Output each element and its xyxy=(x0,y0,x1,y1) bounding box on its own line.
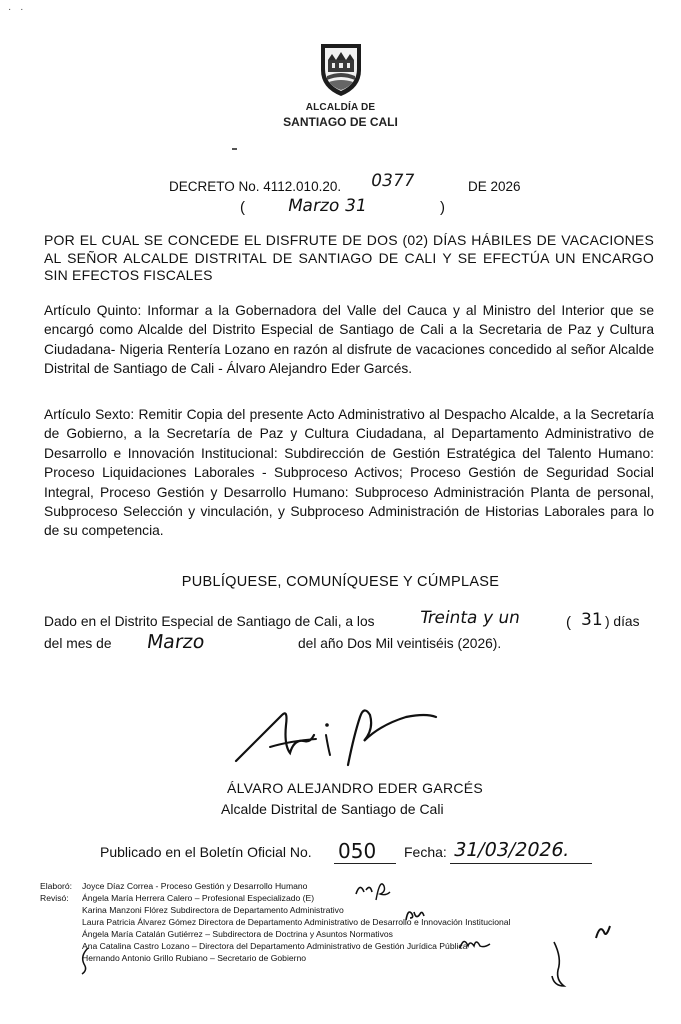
review-reviso-label: Revisó: xyxy=(40,893,69,903)
reviewer-initial-mark xyxy=(458,934,492,952)
scan-mark xyxy=(232,148,237,150)
review-elaboro-label: Elaboró: xyxy=(40,881,73,891)
publication-label: Publicado en el Boletín Oficial No. xyxy=(100,844,312,860)
given-day-number-handwritten: 31 xyxy=(581,610,603,630)
mayor-signature xyxy=(230,695,440,775)
review-name: Karina Manzoni Flórez Subdirectora de Departamento Administrativo xyxy=(82,905,344,915)
publication-date-label: Fecha: xyxy=(404,844,447,860)
review-elaboro-name: Joyce Díaz Correa - Proceso Gestión y Desarrollo Humano xyxy=(82,881,308,891)
given-month-handwritten: Marzo xyxy=(145,631,206,653)
reviewer-initial-mark xyxy=(548,940,568,990)
publication-date-handwritten: 31/03/2026. xyxy=(451,839,572,861)
decree-year: DE 2026 xyxy=(468,179,521,194)
signatory-name: ÁLVARO ALEJANDRO EDER GARCÉS xyxy=(227,780,484,796)
review-name: Ángela María Catalán Gutiérrez – Subdirectora de Doctrina y Asuntos Normativos xyxy=(82,929,393,939)
reviewer-initial-mark xyxy=(592,922,614,942)
decree-date-handwritten: Marzo 31 xyxy=(286,196,369,216)
review-row xyxy=(82,941,468,953)
decree-label: DECRETO No. 4112.010.20. xyxy=(169,179,342,194)
article-sixth xyxy=(44,405,654,541)
review-row xyxy=(82,917,510,929)
given-days-suffix: ) días xyxy=(605,614,640,629)
review-name: Laura Patricia Álvarez Gómez Directora de Departamento Administrativo de Desarrollo e Innovación Institucional xyxy=(82,917,511,927)
decree-title: POR EL CUAL SE CONCEDE EL DISFRUTE DE DOS (02) DÍAS HÁBILES DE VACACIONES AL SEÑOR ALCALDE DISTRITAL DE SANTIAGO DE CALI Y SE EFECTÚA UN ENCARGO SIN EFECTOS FISCALES xyxy=(44,232,654,283)
publication-date-underline xyxy=(450,863,592,864)
decree-number-handwritten: 0377 xyxy=(369,171,417,191)
publication-number-underline xyxy=(334,863,396,864)
given-text: Dado en el Distrito Especial de Santiago de Cali, a los xyxy=(44,614,375,629)
given-paren-open: ( xyxy=(566,614,571,631)
review-row xyxy=(82,905,344,917)
given-days-handwritten: Treinta y un xyxy=(418,608,522,628)
given-month-prefix: del mes de xyxy=(44,636,112,651)
review-row xyxy=(82,929,393,941)
scan-speck: · · xyxy=(8,4,27,15)
publication-number-handwritten: 050 xyxy=(338,839,377,863)
city-crest-icon xyxy=(318,40,364,98)
review-row xyxy=(82,953,306,965)
review-row xyxy=(40,893,314,905)
signatory-role: Alcalde Distrital de Santiago de Cali xyxy=(221,801,444,817)
publish-heading: PUBLÍQUESE, COMUNÍQUESE Y CÚMPLASE xyxy=(181,574,500,590)
article-fifth-text: Artículo Quinto: Informar a la Gobernadora del Valle del Cauca y al Ministro del Interior que se encargó como Alcalde del Distrito Especial de Santiago de Cali a la Secretaria de Paz y Cultura Ciudadana- Nigeria Rentería Lozano en razón al disfrute de vacaciones concedido al señor Alcalde Distrital de Santiago de Cali - Álvaro Alejandro Eder Garcés. xyxy=(44,303,654,377)
publication-line xyxy=(0,839,681,869)
entity-name-line2: SANTIAGO DE CALI xyxy=(283,115,398,129)
review-name: Ángela María Herrera Calero – Profesional Especializado (E) xyxy=(82,893,315,903)
decree-date-paren-open: ( xyxy=(240,199,245,216)
reviewer-initial-mark xyxy=(404,906,426,922)
review-name: Hernando Antonio Grillo Rubiano – Secretario de Gobierno xyxy=(82,953,307,963)
review-name: Ana Catalina Castro Lozano – Directora del Departamento Administrativo de Gestión Jurídica Pública xyxy=(82,941,468,951)
reviewer-initial-mark xyxy=(78,946,92,976)
entity-name-line1: ALCALDÍA DE xyxy=(305,102,376,113)
given-year-text: del año Dos Mil veintiséis (2026). xyxy=(298,636,502,651)
article-fifth xyxy=(44,301,654,379)
article-sixth-text: Artículo Sexto: Remitir Copia del presente Acto Administrativo al Despacho Alcalde, a la Secretaría de Gobierno, a la Secretaría de Paz y Cultura Ciudadana, al Departamento Administrativo de Desarrollo e Innovación Institucional: Subdirección de Gestión Estratégica del Talento Humano: Proceso Liquidaciones Laborales - Subproceso Activos; Proceso Gestión de Seguridad Social Integral, Proceso Gestión y Desarrollo Humano: Subproceso Administración Planta de personal, Subproceso Selección y vinculación, y Subproceso Administración de Historias Laborales para lo de su competencia. xyxy=(44,407,654,539)
decree-date-paren-close: ) xyxy=(440,199,445,216)
reviewer-initial-mark xyxy=(352,874,392,904)
review-elaboro-row xyxy=(40,881,307,893)
